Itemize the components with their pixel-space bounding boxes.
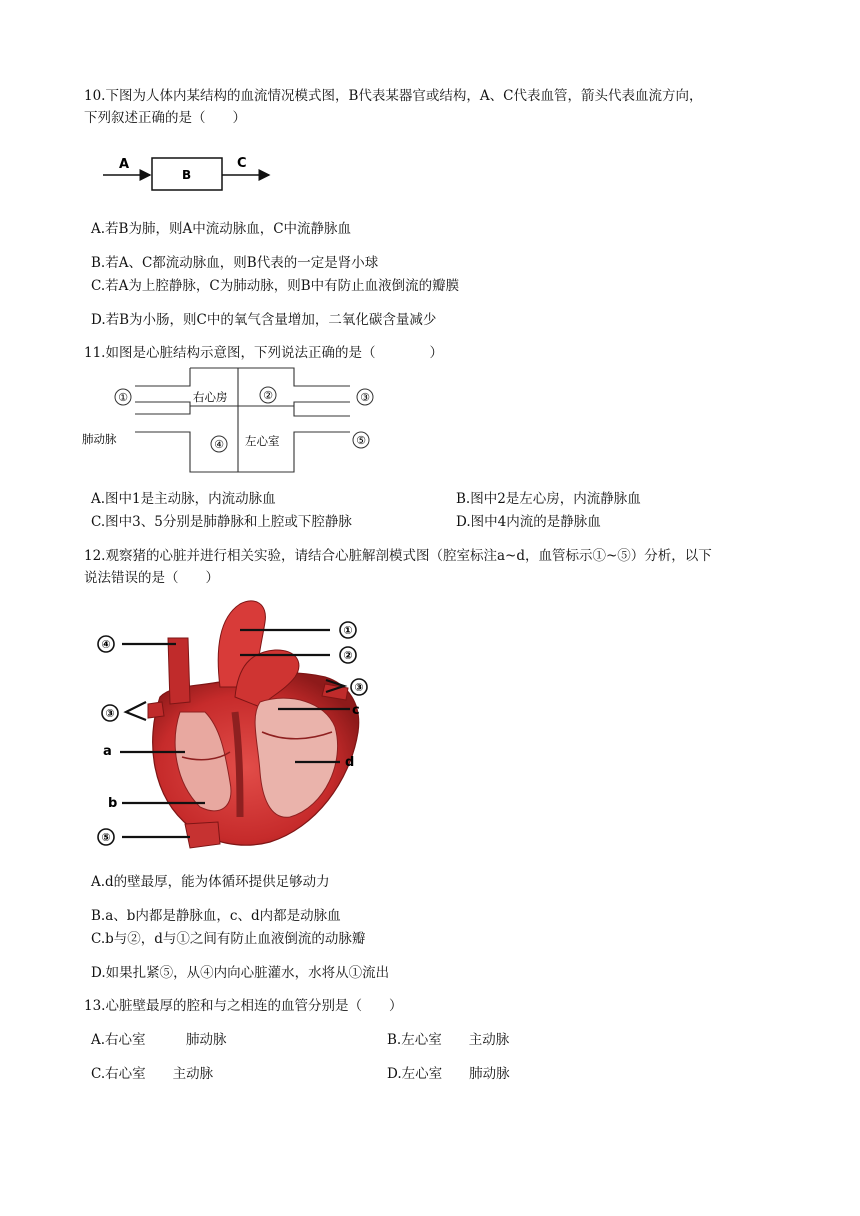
q12-label-d: d xyxy=(345,755,355,770)
q12-stem-line1: 12.观察猪的心脏并进行相关实验，请结合心脏解剖模式图（腔室标注a~d，血管标示①~⑤）分析，以下 xyxy=(84,548,712,564)
q12-label-a: a xyxy=(103,744,112,759)
q11-heart-diagram xyxy=(80,362,380,477)
q11-option-d: D.图中4内流的是静脉血 xyxy=(456,514,601,530)
q11-option-b: B.图中2是左心房，内流静脉血 xyxy=(456,491,641,507)
vena-cava-superior xyxy=(168,638,190,704)
q11-num-5: ⑤ xyxy=(356,434,366,447)
pulmonary-vein-left xyxy=(148,702,164,718)
q12-stem-line2: 说法错误的是（ ） xyxy=(84,570,219,586)
q12-num-3-left: ③ xyxy=(105,707,115,720)
q12-label-b: b xyxy=(108,796,118,811)
q12-heart-anatomy-diagram xyxy=(90,592,380,857)
q11-option-a: A.图中1是主动脉，内流动脉血 xyxy=(91,491,276,507)
q10-option-b: B.若A、C都流动脉血，则B代表的一定是肾小球 xyxy=(91,255,379,271)
q13-option-b: B.左心室 主动脉 xyxy=(387,1032,510,1048)
q12-num-2: ② xyxy=(343,649,353,662)
q10-option-d: D.若B为小肠，则C中的氧气含量增加，二氧化碳含量减少 xyxy=(91,312,437,328)
q10-label-a: A xyxy=(119,157,130,172)
q11-label-pulmonary-artery: 肺动脉 xyxy=(82,432,117,446)
vena-cava-inferior xyxy=(185,822,220,848)
q13-option-a: A.右心室 肺动脉 xyxy=(91,1032,227,1048)
q11-num-4: ④ xyxy=(214,438,224,451)
q12-num-1: ① xyxy=(343,624,353,637)
q13-option-c: C.右心室 主动脉 xyxy=(91,1066,214,1082)
q12-num-4: ④ xyxy=(101,638,111,651)
q11-label-right-atrium: 右心房 xyxy=(193,390,228,404)
q12-num-3-right: ③ xyxy=(354,681,364,694)
q11-label-left-ventricle: 左心室 xyxy=(245,434,280,448)
q11-stem: 11.如图是心脏结构示意图，下列说法正确的是（ ） xyxy=(84,345,443,361)
q12-label-c: c xyxy=(352,703,360,718)
q10-option-c: C.若A为上腔静脉，C为肺动脉，则B中有防止血液倒流的瓣膜 xyxy=(91,278,460,294)
q10-label-b: B xyxy=(182,168,192,182)
q12-option-a: A.d的壁最厚，能为体循环提供足够动力 xyxy=(91,874,330,890)
q12-option-d: D.如果扎紧⑤，从④内向心脏灌水，水将从①流出 xyxy=(91,965,390,981)
q12-option-b: B.a、b内都是静脉血，c、d内都是动脉血 xyxy=(91,908,341,924)
q13-stem: 13.心脏壁最厚的腔和与之相连的血管分别是（ ） xyxy=(84,998,403,1014)
q11-num-1: ① xyxy=(118,391,128,404)
q13-option-d: D.左心室 肺动脉 xyxy=(387,1066,510,1082)
q11-num-3: ③ xyxy=(360,391,370,404)
q12-num-5: ⑤ xyxy=(101,831,111,844)
q10-label-c: C xyxy=(237,156,247,171)
q10-stem-line2: 下列叙述正确的是（ ） xyxy=(84,110,246,126)
q12-option-c: C.b与②，d与①之间有防止血液倒流的动脉瓣 xyxy=(91,931,366,947)
q10-flow-diagram xyxy=(95,150,280,195)
q10-stem-line1: 10.下图为人体内某结构的血流情况模式图，B代表某器官或结构，A、C代表血管，箭头代表血流方向， xyxy=(84,88,703,104)
q11-option-c: C.图中3、5分别是肺静脉和上腔或下腔静脉 xyxy=(91,514,352,530)
q11-num-2: ② xyxy=(263,389,273,402)
q10-option-a: A.若B为肺，则A中流动脉血，C中流静脉血 xyxy=(91,221,352,237)
